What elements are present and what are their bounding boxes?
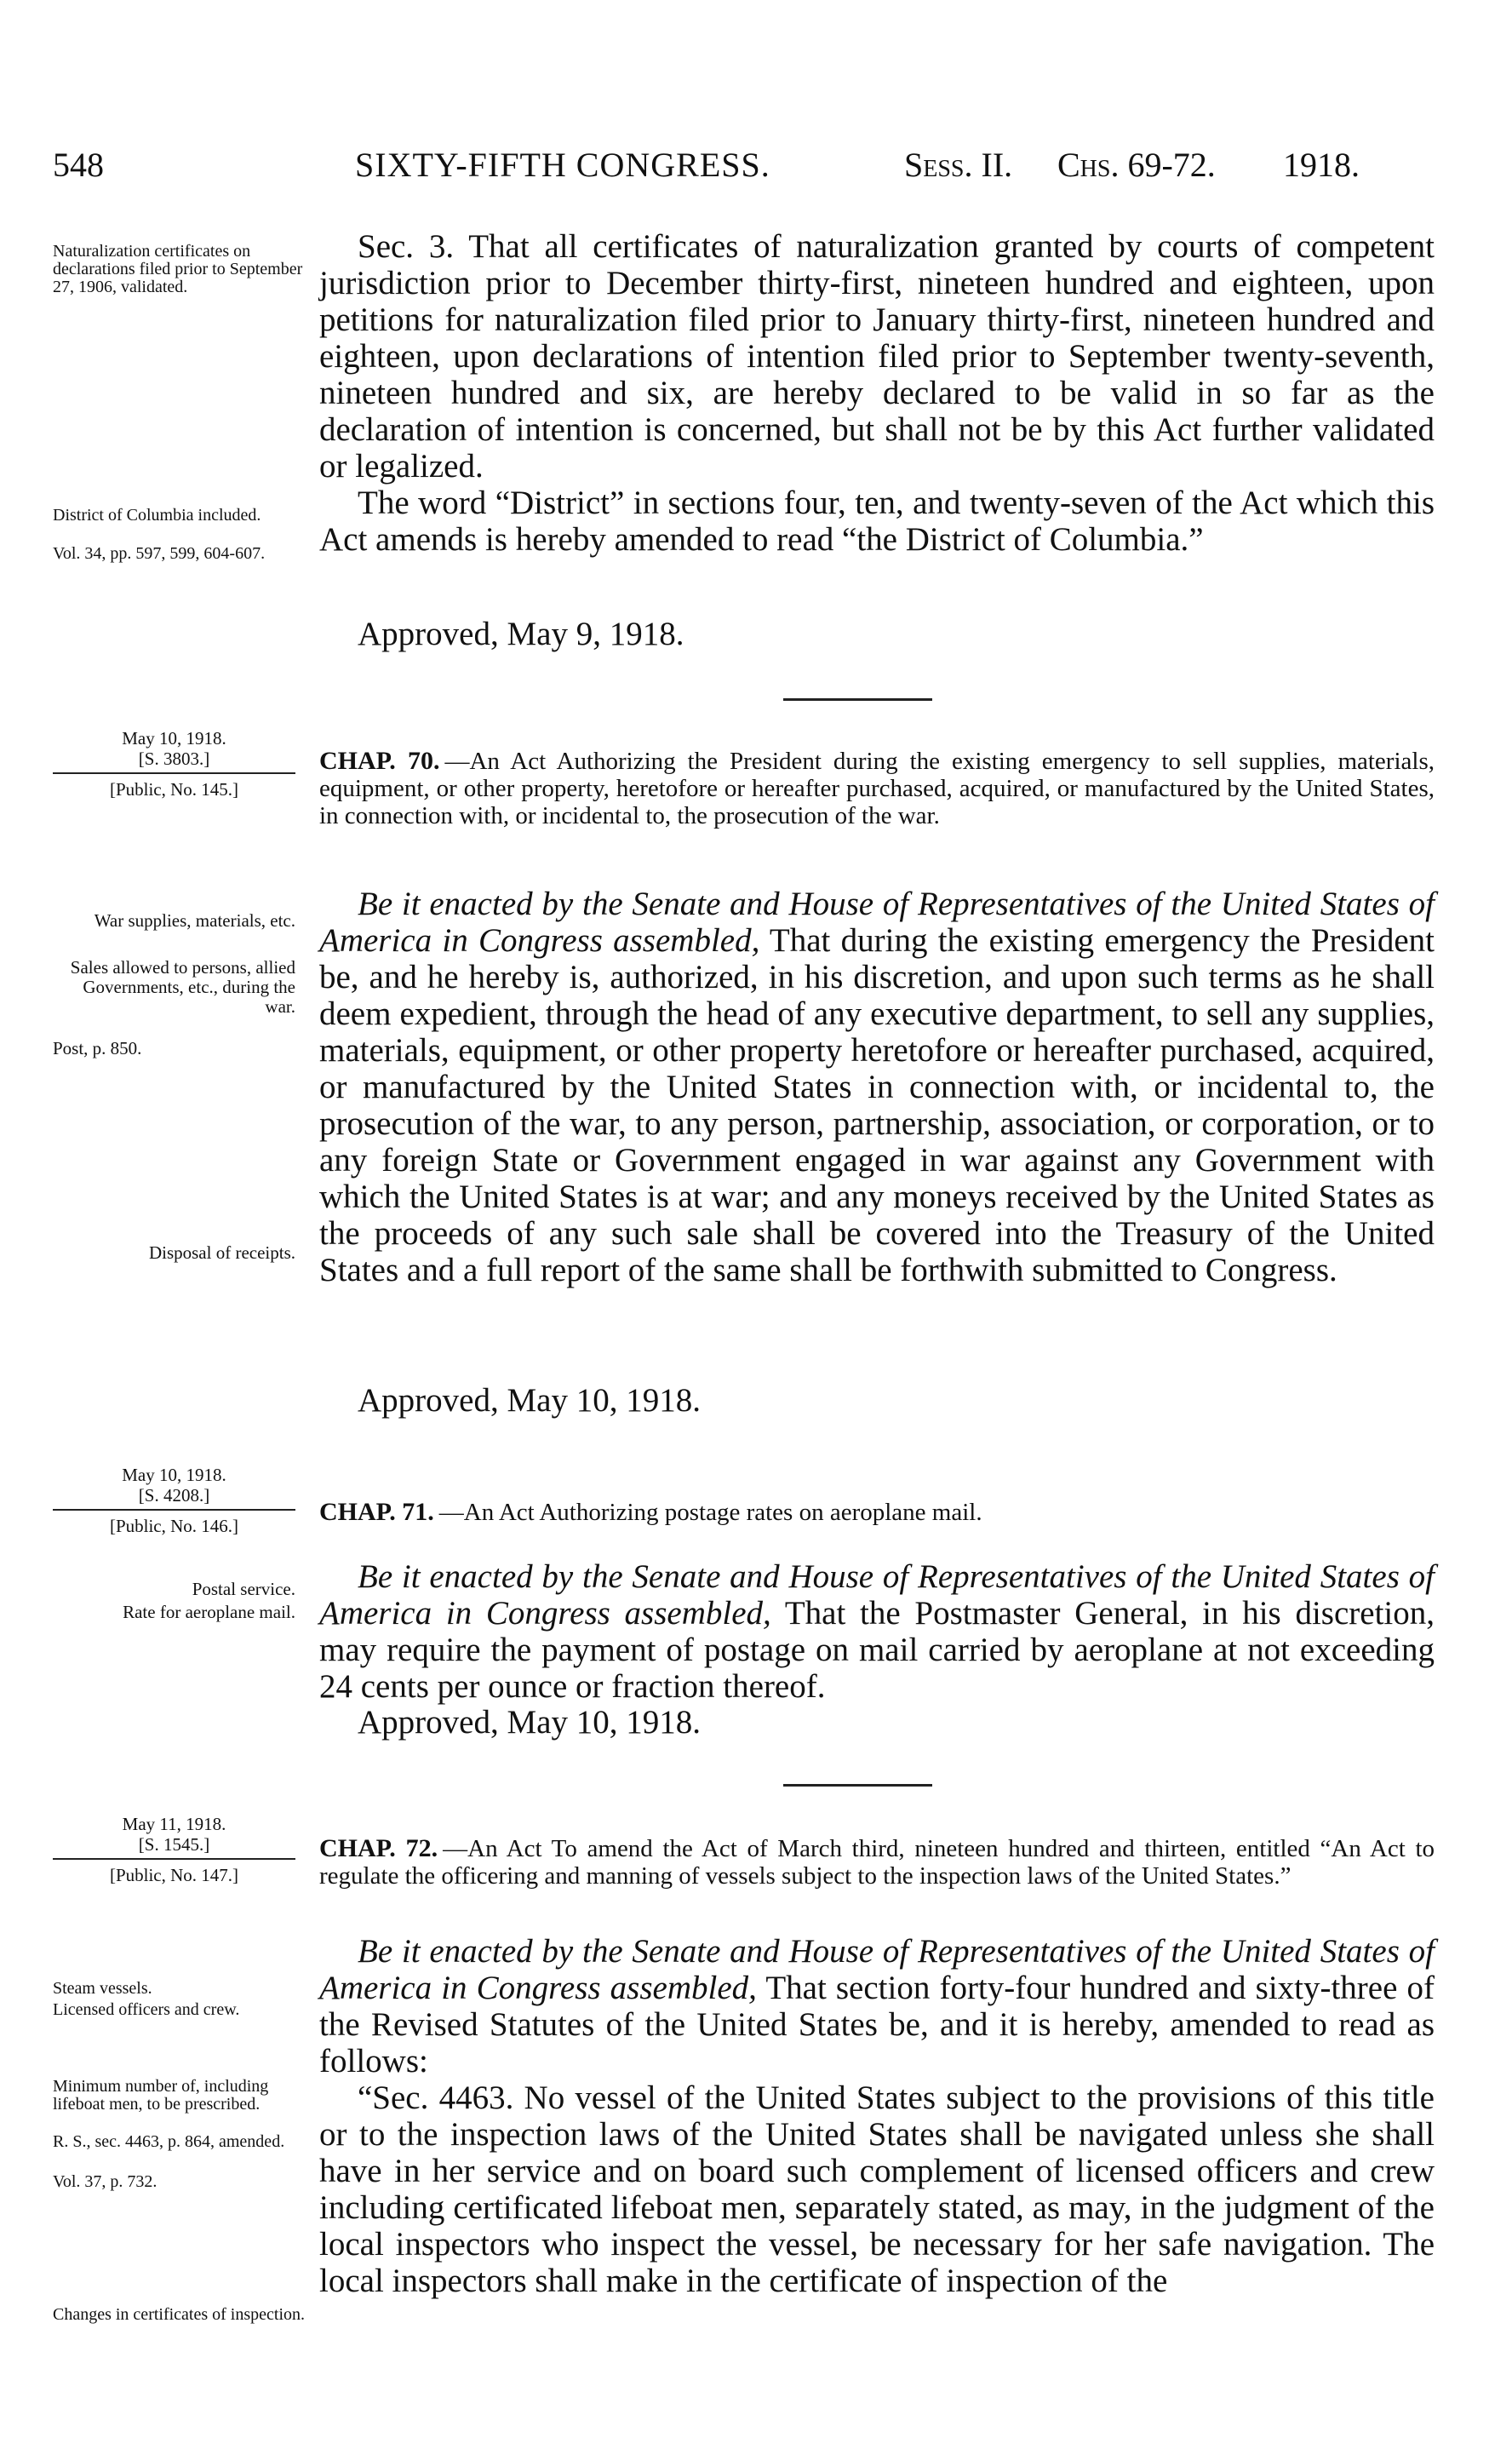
margin-note-sales-allowed: Sales allowed to persons, allied Governments, etc., during the war. [70, 957, 295, 1017]
chap70-enacting-clause: Be it enacted by the Senate and House of Representatives of the United States of America in Congress assembled, [319, 886, 1435, 959]
chap70-body: That during the existing emergency the President be, and he hereby is, authorized, in his discretion, and upon such terms as he shall deem expedient, through the head of any executive department, to sell any supplies, materials, equipment, or other property heretofore or hereafter purchased, acquired, or manufactured by the United States in connection with, or incidental to, the prosecution of the war, to any person, partnership, association, or corporation, or to any foreign State or Government engaged in war against any Government with which the United States is at war; and any moneys received by the United States as the proceeds of any such sale shall be covered into the Treasury of the United States and a full report of the same shall be forthwith submitted to Congress. [319, 922, 1435, 1288]
page-number: 548 [53, 146, 104, 184]
district-paragraph: The word “District” in sections four, ten, and twenty-seven of the Act which this Act amends is hereby amended to read “the District of Columbia.” [319, 485, 1435, 558]
chap72-margin-box [53, 1814, 295, 1885]
chap72-label: CHAP. 72. [319, 1834, 438, 1862]
chap72-heading [319, 1835, 1435, 1890]
chap70-public: [Public, No. 145.] [109, 779, 239, 800]
header-session: Sess. II. [904, 146, 1013, 184]
chap70-date: May 10, 1918. [122, 728, 226, 749]
chap72-body-1: That section forty-four hundred and sixty-three of the Revised Statutes of the United States be, and it is hereby, amended to read as follows: [319, 1970, 1435, 2079]
approved-may-9: Approved, May 9, 1918. [358, 616, 684, 652]
chap70-bill: [S. 3803.] [138, 749, 210, 769]
margin-note-rs-4463: R. S., sec. 4463, p. 864, amended. [53, 2132, 285, 2151]
margin-note-district: District of Columbia included. [53, 506, 261, 525]
margin-note-naturalization: Naturalization certificates on declarations filed prior to September 27, 1906, validated. [53, 242, 303, 296]
chap70-title: —An Act Authorizing the President during the existing emergency to sell supplies, materials, equipment, or other property, heretofore or hereafter purchased, acquired, or manufactured by the United States, in connection with, or incidental to, the prosecution of the war. [319, 748, 1435, 829]
margin-note-post-850: Post, p. 850. [53, 1038, 142, 1058]
chap71-date: May 10, 1918. [122, 1465, 226, 1485]
margin-note-licensed-officers: Licensed officers and crew. [53, 2000, 240, 2019]
chap72-body-2: “Sec. 4463. No vessel of the United States subject to the provisions of this title or to the inspection laws of the United States shall be navigated unless she shall have in her service and on board such complement of licensed officers and crew including certificated lifeboat men, separately stated, as may, in the judgment of the local inspectors who inspect the vessel, be necessary for her safe navigation. The local inspectors shall make in the certificate of inspection of the [319, 2079, 1435, 2299]
chap72-text [319, 1933, 1435, 2299]
header-title: SIXTY-FIFTH CONGRESS. [355, 146, 770, 184]
chap71-label: CHAP. 71. [319, 1498, 434, 1526]
margin-note-minimum-number: Minimum number of, including lifeboat men, to be prescribed. [53, 2077, 269, 2114]
chap72-enacting-clause: Be it enacted by the Senate and House of Representatives of the United States of America in Congress assembled, [319, 1933, 1435, 2006]
chap71-heading [319, 1499, 1435, 1526]
chap72-date: May 11, 1918. [122, 1814, 226, 1834]
approved-may-10-chap71: Approved, May 10, 1918. [358, 1704, 701, 1741]
approved-may-10-chap70: Approved, May 10, 1918. [358, 1382, 701, 1419]
chap70-heading [319, 748, 1435, 829]
chap72-bill: [S. 1545.] [138, 1834, 210, 1855]
chap71-bill: [S. 4208.] [138, 1485, 210, 1506]
chap71-margin-box [53, 1465, 295, 1536]
margin-note-vol34: Vol. 34, pp. 597, 599, 604-607. [53, 544, 266, 563]
chap71-margin-rule [53, 1509, 295, 1511]
section-3-paragraph: Sec. 3. That all certificates of naturalization granted by courts of competent jurisdiction prior to December thirty-first, nineteen hundred and eighteen, upon petitions for naturalization filed prior to January thirty-first, nineteen hundred and eighteen, upon declarations of intention filed prior to September twenty-seventh, nineteen hundred and six, are hereby declared to be valid in so far as the declaration of intention is concerned, but shall not be by this Act further validated or legalized. [319, 228, 1435, 485]
separator-rule [783, 698, 932, 701]
margin-note-steam-vessels: Steam vessels. [53, 1979, 152, 1998]
running-header [53, 145, 1432, 192]
chap72-title: —An Act To amend the Act of March third, nineteen hundred and thirteen, entitled “An Act to regulate the officering and manning of vessels subject to the inspection laws of the United States.” [319, 1835, 1435, 1890]
margin-note-changes-certificates: Changes in certificates of inspection. [53, 2305, 306, 2324]
margin-note-disposal: Disposal of receipts. [148, 1242, 295, 1263]
margin-note-aeroplane-rate: Rate for aeroplane mail. [123, 1602, 295, 1622]
header-chapters: Chs. 69-72. [1057, 146, 1216, 184]
chap71-title: —An Act Authorizing postage rates on aeroplane mail. [438, 1499, 982, 1526]
chap71-enacting-clause: Be it enacted by the Senate and House of Representatives of the United States of America in Congress assembled, [319, 1558, 1435, 1632]
margin-note-vol37: Vol. 37, p. 732. [53, 2172, 158, 2191]
chap72-margin-rule [53, 1858, 295, 1860]
margin-note-war-supplies: War supplies, materials, etc. [94, 910, 295, 931]
section-3-text [319, 228, 1435, 558]
chap71-body: That the Postmaster General, in his discretion, may require the payment of postage on mail carried by aeroplane at not exceeding 24 cents per ounce or fraction thereof. [319, 1595, 1435, 1705]
chap70-margin-box [53, 728, 295, 800]
chap70-label: CHAP. 70. [319, 747, 440, 775]
chap71-text [319, 1558, 1435, 1705]
chap72-public: [Public, No. 147.] [109, 1865, 239, 1885]
margin-note-postal-service: Postal service. [192, 1579, 295, 1599]
chap70-text [319, 886, 1435, 1288]
header-year: 1918. [1283, 146, 1360, 184]
chap71-public: [Public, No. 146.] [109, 1516, 239, 1536]
chap70-margin-rule [53, 772, 295, 774]
separator-rule-2 [783, 1784, 932, 1787]
